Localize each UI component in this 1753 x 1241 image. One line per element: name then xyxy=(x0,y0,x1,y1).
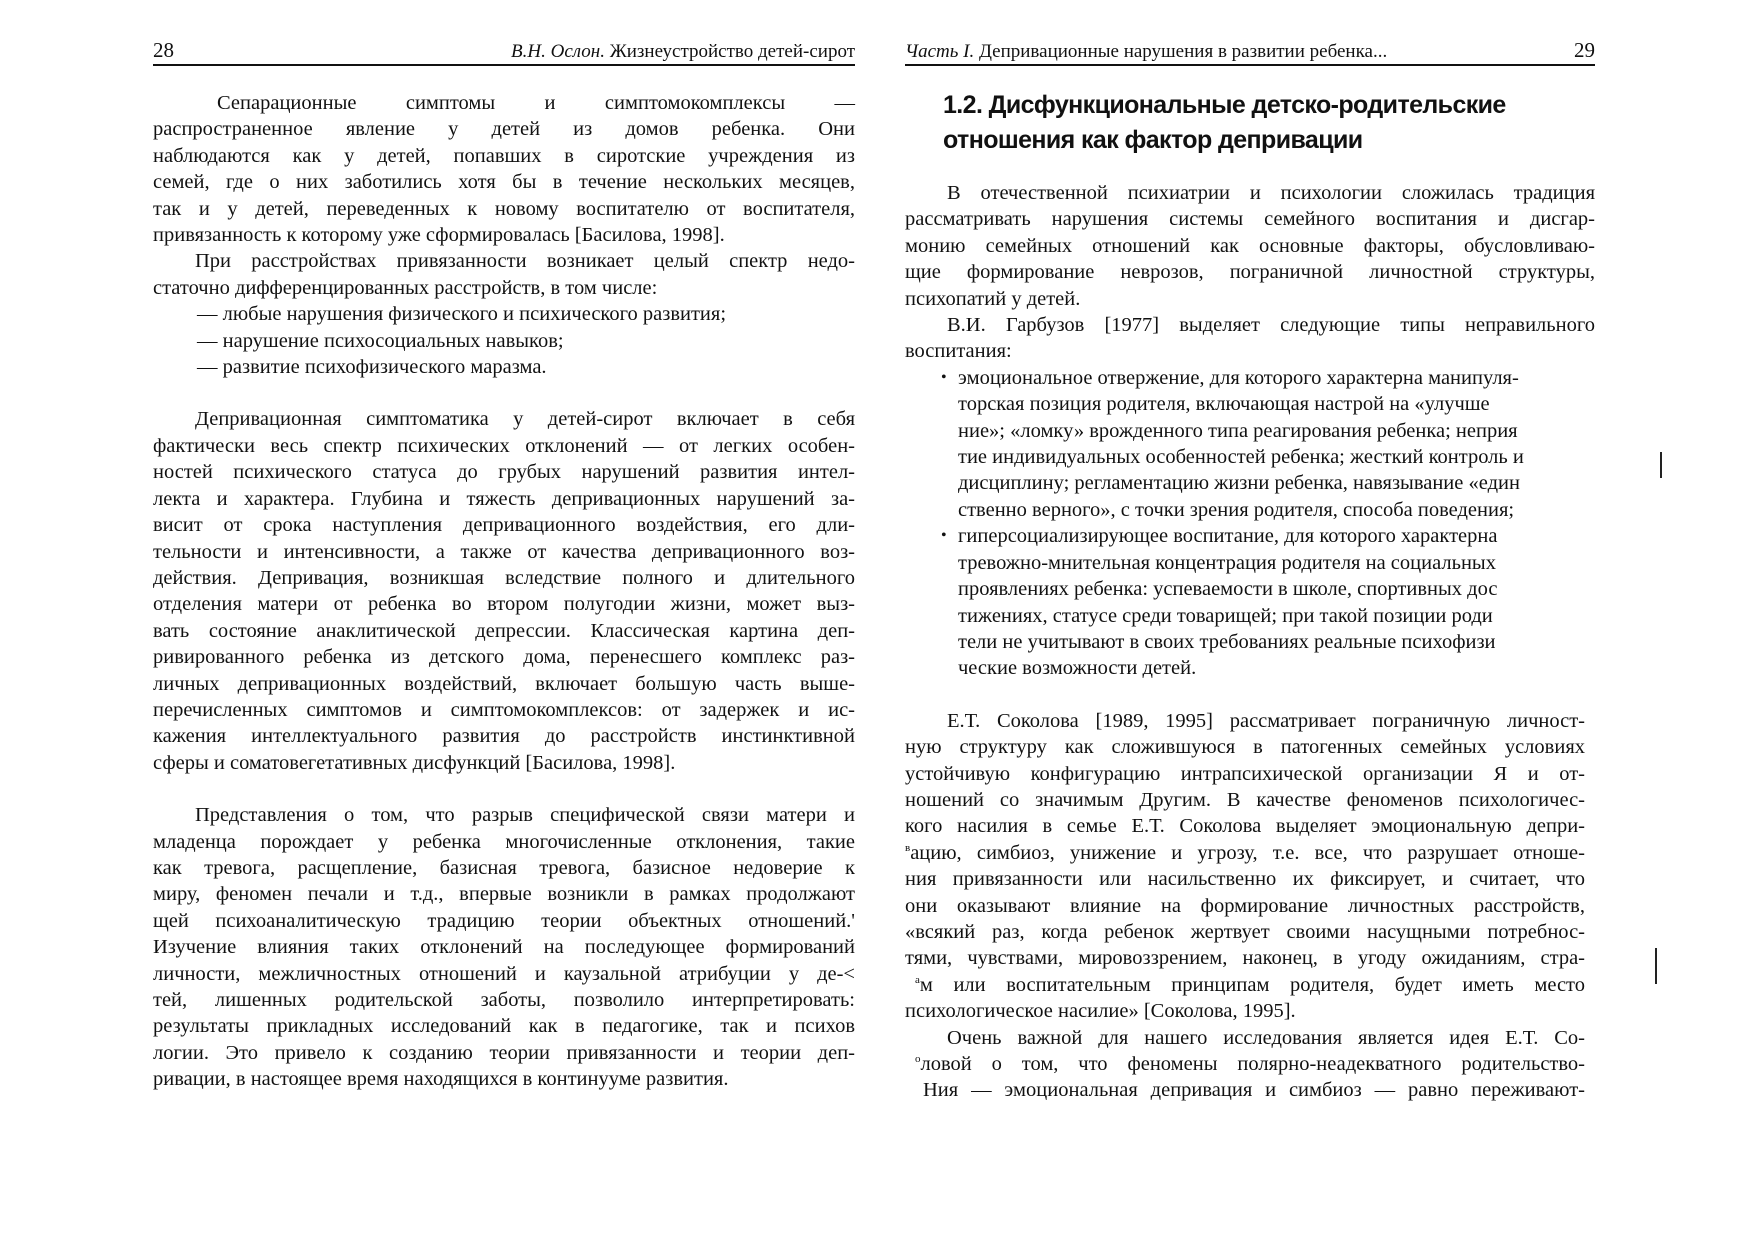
paragraph xyxy=(905,312,1595,365)
text-line: При расстройствах привязанности возникает целый спектр недо- xyxy=(195,250,855,273)
margin-mark xyxy=(1660,452,1662,478)
text-line: сферы и соматовегетативных дисфункций [Басилова, 1998]. xyxy=(153,751,676,774)
text-line: тели не учитывают в своих требованиях реальные психофизи xyxy=(958,630,1496,653)
list-item: — нарушение психосоциальных навыков; xyxy=(197,329,564,352)
text-line: кого насилия в семье Е.Т. Соколова выделяет эмоциональную депри- xyxy=(905,815,1585,838)
text-line: ривированного ребенка из детского дома, перенесшего комплекс раз- xyxy=(153,646,855,669)
running-head-title-right xyxy=(905,40,1387,64)
text-line: они оказывают влияние на формирование личностных расстройств, xyxy=(905,894,1585,917)
section-heading xyxy=(943,88,1506,158)
page-number-right: 29 xyxy=(1574,38,1595,62)
margin-mark xyxy=(1655,948,1657,984)
text-line: младенца порождает у ребенка многочисленные отклонения, такие xyxy=(153,830,855,853)
text-line: действия. Депривация, возникшая вследствие полного и длительного xyxy=(153,566,855,589)
text-line-content: м или воспитательным принципам родителя, будет иметь место xyxy=(919,973,1585,996)
left-page-body xyxy=(153,90,855,1093)
text-line: устойчивую конфигурацию интрапсихической организации Я и от- xyxy=(905,762,1585,785)
text-line: Депривационная симптоматика у детей-сирот включает в себя xyxy=(195,408,855,431)
text-line: тей, лишенных родительской заботы, позволило интерпретировать: xyxy=(153,989,855,1011)
text-line: ривации, в настоящее время находящихся в континууме развития. xyxy=(153,1068,729,1091)
text-line: щие формирование неврозов, пограничной личностной структуры, xyxy=(905,261,1595,284)
text-line: психологическое насилие» [Соколова, 1995]. xyxy=(905,1000,1296,1023)
text-line: ние»; «ломку» врожденного типа реагирования ребенка; неприя xyxy=(958,419,1518,442)
paragraph xyxy=(153,248,855,301)
paragraph xyxy=(153,90,855,248)
text-line: рассматривать нарушения системы семейного воспитания и дисгар- xyxy=(905,208,1595,231)
text-line: логии. Это привело к созданию теории привязанности и теории деп- xyxy=(153,1041,855,1064)
paragraph xyxy=(905,180,1595,312)
running-head-chapter: Депривационные нарушения в развитии ребенка... xyxy=(974,41,1388,62)
bullet-icon: • xyxy=(941,368,947,386)
text-line: воспитания: xyxy=(905,340,1012,363)
running-head-part: Часть I. xyxy=(905,41,975,62)
dash-list xyxy=(153,301,855,380)
text-line: проявлениях ребенка: успеваемости в школе, спортивных дос xyxy=(958,578,1498,601)
scan-artifact: а xyxy=(915,973,920,986)
text-line: вать состояние анаклитической депрессии. Классическая картина деп- xyxy=(153,619,855,642)
text-line: висит от срока наступления депривационного воздействия, его дли- xyxy=(153,514,855,537)
text-line: Представления о том, что разрыв специфической связи матери и xyxy=(195,804,855,827)
running-head-book-title: Жизнеустройство детей-сирот xyxy=(604,41,855,62)
text-line: щей психоаналитическую традицию теории объектных отношений.' xyxy=(153,909,855,932)
text-line: привязанность к которому уже сформировалась [Басилова, 1998]. xyxy=(153,224,725,247)
text-line: В.И. Гарбузов [1977] выделяет следующие типы неправильного xyxy=(947,314,1595,337)
text-line: ственно верного», с точки зрения родителя, способа поведения; xyxy=(958,498,1515,521)
text-line: ную структуру как сложившуюся в патогенных семейных условиях xyxy=(905,736,1585,759)
list-item: — любые нарушения физического и психического развития; xyxy=(197,303,727,326)
paragraph xyxy=(153,802,855,1092)
section-heading-line: 1.2. Дисфункциональные детско-родительские xyxy=(943,91,1506,119)
text-line: тижениях, статусе среди товарищей; при такой позиции роди xyxy=(958,604,1493,627)
running-head-author: В.Н. Ослон. xyxy=(511,41,605,62)
text-line: тельности и интенсивности, а также от качества депривационного воз- xyxy=(153,540,855,563)
text-line: Изучение влияния таких отклонений на последующее формирований xyxy=(153,936,855,959)
text-line: тями, чувствами, мировоззрением, наконец, в угоду ожиданиям, стра- xyxy=(905,947,1585,970)
text-line: кажения интеллектуального развития до расстройств инстинктивной xyxy=(153,725,855,748)
page-number-left: 28 xyxy=(153,38,174,62)
text-line: фактически весь спектр психических отклонений — от легких особен- xyxy=(153,434,855,457)
right-page-body xyxy=(905,180,1595,1104)
text-line-content: ацию, симбиоз, унижение и угрозу, т.е. все, что разрушает отноше- xyxy=(910,841,1585,864)
scan-artifact: о xyxy=(915,1053,921,1066)
section-heading-line: отношения как фактор депривации xyxy=(943,126,1363,154)
text-line: Ния — эмоциональная депривация и симбиоз — равно переживают- xyxy=(923,1079,1585,1102)
text-line: В отечественной психиатрии и психологии сложилась традиция xyxy=(947,182,1595,204)
text-line: тревожно-мнительная концентрация родителя на социальных xyxy=(958,551,1496,574)
text-line: семей, где о них заботились хотя бы в течение нескольких месяцев, xyxy=(153,171,855,194)
text-line: результаты прикладных исследований как в педагогике, так и психов xyxy=(153,1015,855,1038)
text-line xyxy=(905,972,1585,998)
text-line: ношений со значимым Другим. В качестве феноменов психологичес- xyxy=(905,788,1585,811)
text-line: ностей психического статуса до грубых нарушений развития интел- xyxy=(153,461,855,484)
bullet-item xyxy=(941,365,1556,523)
text-line: наблюдаются как у детей, попавших в сиротские учреждения из xyxy=(153,144,855,167)
list-item: — развитие психофизического маразма. xyxy=(197,356,547,379)
text-line: как тревога, расщепление, базисная тревога, базисное недоверие к xyxy=(153,856,855,879)
text-line: психопатий у детей. xyxy=(905,287,1081,310)
text-line: дисциплину; регламентацию жизни ребенка, навязывание «един xyxy=(958,472,1520,495)
text-line: личных депривационных воздействий, включает большую часть выше- xyxy=(153,672,855,695)
text-line: ческие возможности детей. xyxy=(958,657,1197,680)
text-line: статочно дифференцированных расстройств, в том числе: xyxy=(153,276,658,299)
text-line-content: ловой о том, что феномены полярно-неадекватного родительство- xyxy=(920,1053,1585,1075)
text-line: Очень важной для нашего исследования является идея Е.Т. Со- xyxy=(947,1026,1585,1049)
text-line: личности, межличностных отношений и каузальной атрибуции у де-< xyxy=(153,962,855,985)
text-line: эмоциональное отвержение, для которого характерна манипуля- xyxy=(958,366,1519,389)
text-line xyxy=(905,840,1585,866)
paragraph xyxy=(905,1025,1585,1104)
bullet-list xyxy=(941,365,1556,682)
text-line: лекта и характера. Глубина и тяжесть депривационных нарушений за- xyxy=(153,487,855,510)
text-line: распространенное явление у детей из домов ребенка. Они xyxy=(153,118,855,141)
text-line: Е.Т. Соколова [1989, 1995] рассматривает пограничную личност- xyxy=(947,709,1585,732)
text-line: миру, феномен печали и т.д., впервые возникли в рамках продолжают xyxy=(153,883,855,906)
bullet-icon: • xyxy=(941,527,947,545)
paragraph xyxy=(905,708,1585,1025)
text-line: отделения матери от ребенка во втором полугодии жизни, может выз- xyxy=(153,593,855,616)
text-line: тие индивидуальных особенностей ребенка; жесткий контроль и xyxy=(958,446,1524,469)
running-header-left xyxy=(153,38,855,66)
scan-artifact: в xyxy=(905,841,911,854)
text-line: так и у детей, переведенных к новому воспитателю от воспитателя, xyxy=(153,197,855,220)
text-line xyxy=(905,1051,1585,1077)
text-line: Сепарационные симптомы и симптомокомплексы — xyxy=(217,92,855,114)
text-line: торская позиция родителя, включающая настрой на «улучше xyxy=(958,393,1490,416)
text-line: гиперсоциализирующее воспитание, для которого характерна xyxy=(958,525,1498,548)
text-line: ния привязанности или насильственно их фиксирует, и считает, что xyxy=(905,868,1585,891)
text-line: монию семейных отношений как основные факторы, обусловливаю- xyxy=(905,234,1595,257)
bullet-item xyxy=(941,523,1556,681)
running-head-title-left xyxy=(511,40,855,64)
text-line: «всякий раз, когда ребенок жертвует своими насущными потребнос- xyxy=(905,920,1585,943)
running-header-right xyxy=(905,38,1595,66)
text-line: перечисленных симптомов и симптомокомплексов: от задержек и ис- xyxy=(153,698,855,721)
paragraph xyxy=(153,406,855,776)
